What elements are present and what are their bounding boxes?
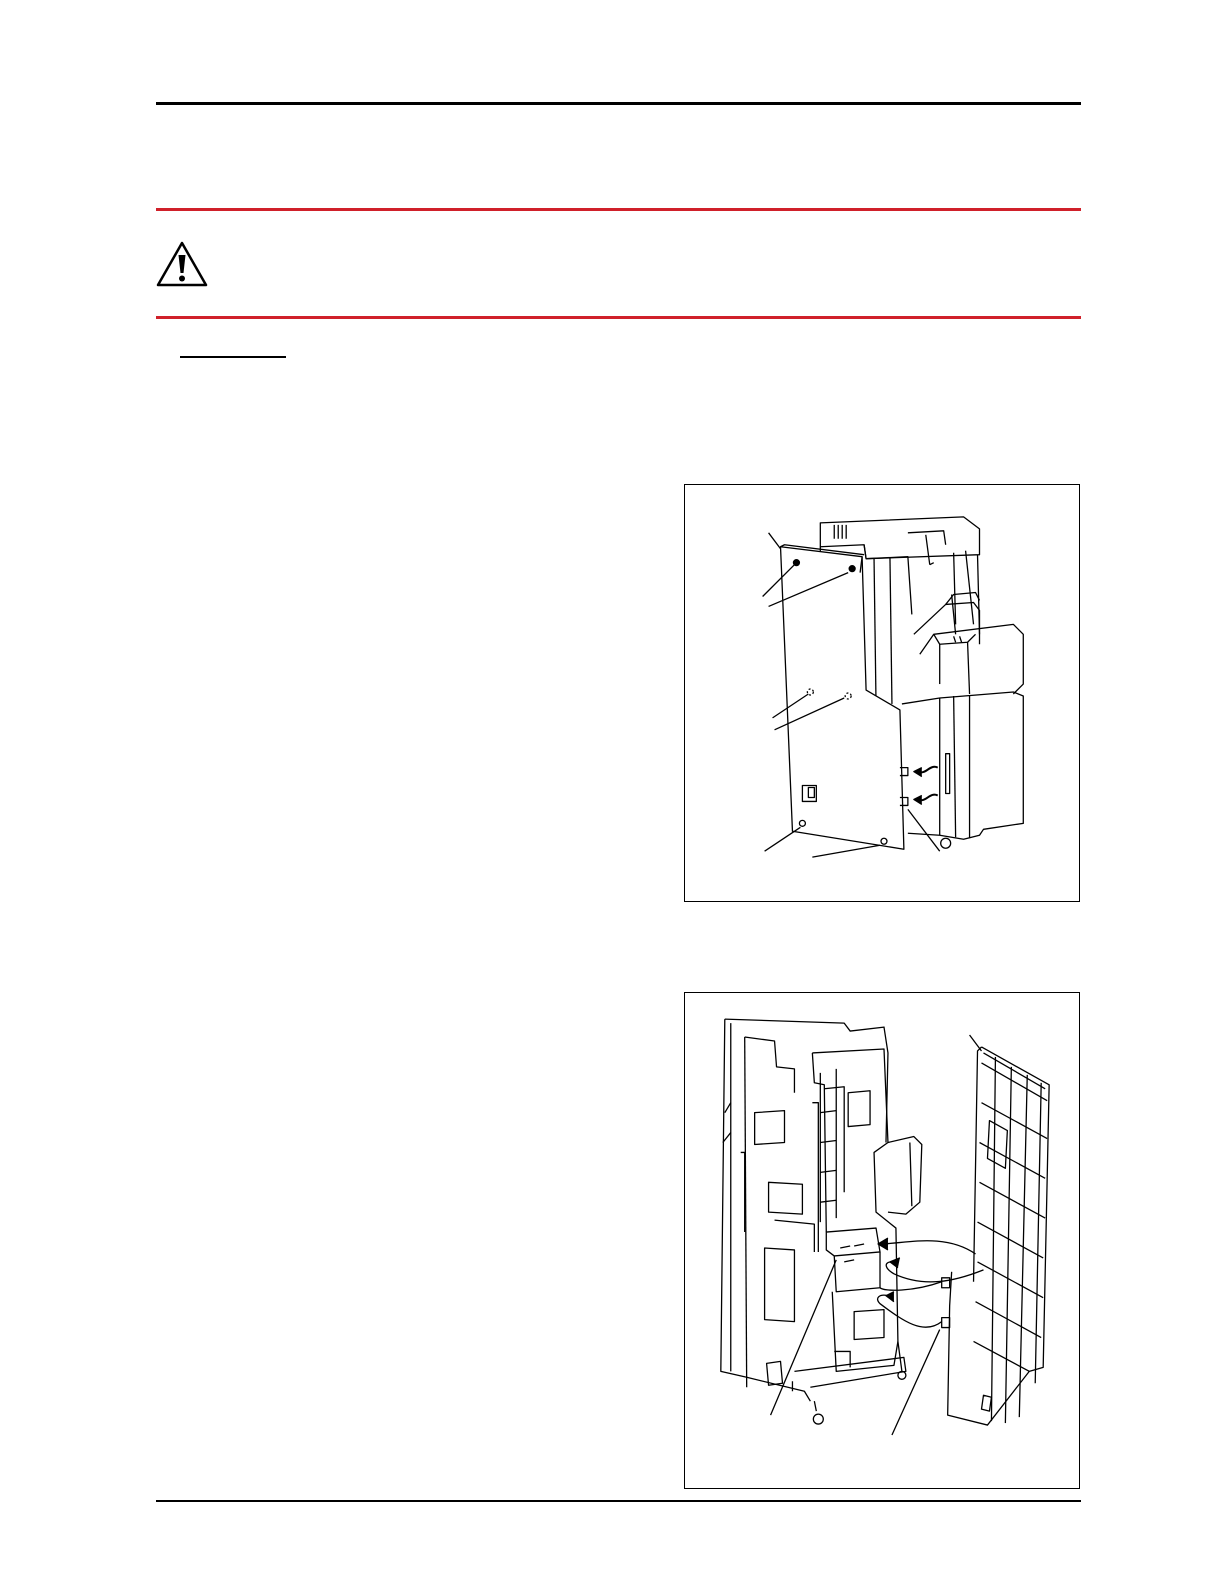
header-rule (156, 102, 1081, 105)
side-cover-detached-illustration (685, 993, 1079, 1488)
warning-triangle-icon (156, 240, 208, 288)
section-heading-underline (180, 356, 286, 358)
warning-rule-bottom (156, 316, 1081, 319)
warning-rule-top (156, 208, 1081, 211)
side-cover-removal-illustration (685, 485, 1079, 901)
footer-rule (156, 1500, 1081, 1502)
figure-side-cover-detached (684, 992, 1080, 1489)
figure-side-cover-removal (684, 484, 1080, 902)
